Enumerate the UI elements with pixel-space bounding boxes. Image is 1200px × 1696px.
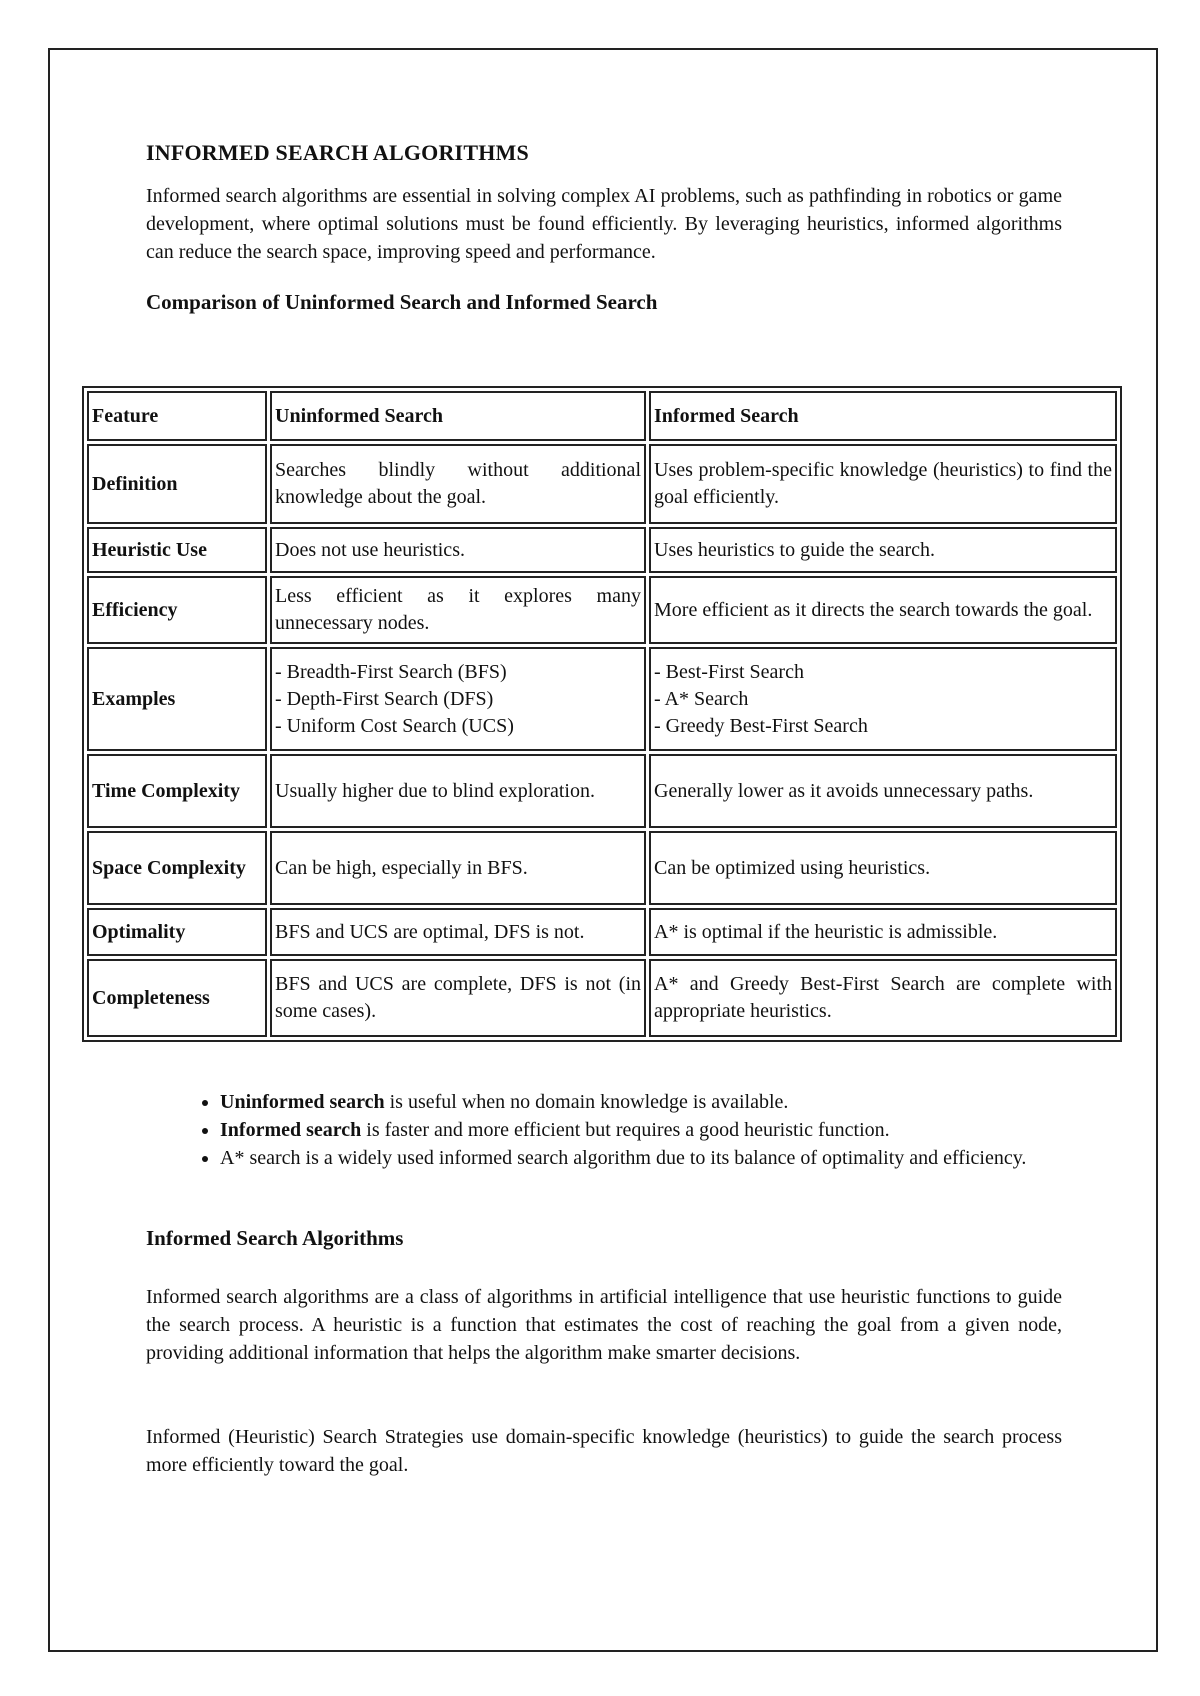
table-cell: Can be high, especially in BFS. bbox=[270, 831, 646, 905]
table-cell: Can be optimized using heuristics. bbox=[649, 831, 1117, 905]
example-line: - Breadth-First Search (BFS) bbox=[275, 660, 507, 683]
comparison-table bbox=[82, 386, 1122, 1042]
algorithms-heading: Informed Search Algorithms bbox=[146, 1226, 404, 1250]
table-cell: Examples bbox=[87, 647, 267, 751]
table-row bbox=[87, 831, 1117, 905]
example-line: - Depth-First Search (DFS) bbox=[275, 687, 494, 710]
strategies-paragraph: Informed (Heuristic) Search Strategies use domain-specific knowledge (heuristics) to guide the search process more efficiently toward the goal. bbox=[146, 1426, 1062, 1476]
comparison-heading: Comparison of Uninformed Search and Informed Search bbox=[146, 290, 658, 314]
table-cell bbox=[270, 647, 646, 751]
list-item: • Uninformed search is useful when no domain knowledge is available. bbox=[220, 1088, 1110, 1116]
table-cell: BFS and UCS are complete, DFS is not (in some cases). bbox=[270, 959, 646, 1037]
table-row bbox=[87, 647, 1117, 751]
table-row bbox=[87, 754, 1117, 828]
table-cell: Searches blindly without additional knowledge about the goal. bbox=[270, 444, 646, 524]
table-row bbox=[87, 576, 1117, 644]
table-cell: BFS and UCS are optimal, DFS is not. bbox=[270, 908, 646, 956]
table-header-cell: Informed Search bbox=[649, 391, 1117, 441]
list-item: • A* search is a widely used informed search algorithm due to its balance of optimality and efficiency. bbox=[220, 1144, 1110, 1172]
example-line: - Best-First Search bbox=[654, 660, 804, 683]
table-cell: Usually higher due to blind exploration. bbox=[270, 754, 646, 828]
example-line: - Greedy Best-First Search bbox=[654, 714, 868, 737]
example-line: - Uniform Cost Search (UCS) bbox=[275, 714, 514, 737]
summary-bullet-list bbox=[180, 1088, 1110, 1172]
table-cell: A* and Greedy Best-First Search are complete with appropriate heuristics. bbox=[649, 959, 1117, 1037]
table-cell: A* is optimal if the heuristic is admissible. bbox=[649, 908, 1117, 956]
table-cell: Space Complexity bbox=[87, 831, 267, 905]
table-cell: Heuristic Use bbox=[87, 527, 267, 573]
algorithms-paragraph: Informed search algorithms are a class of algorithms in artificial intelligence that use heuristic functions to guide the search process. A heuristic is a function that estimates the cost of reaching the goal from a given node, providing additional information that helps the algorithm make smarter decisions. bbox=[146, 1286, 1062, 1364]
list-item: • Informed search is faster and more efficient but requires a good heuristic function. bbox=[220, 1116, 1110, 1144]
table-cell: Completeness bbox=[87, 959, 267, 1037]
table-row bbox=[87, 959, 1117, 1037]
table-row bbox=[87, 527, 1117, 573]
table-header-cell: Uninformed Search bbox=[270, 391, 646, 441]
table-cell: Definition bbox=[87, 444, 267, 524]
table-cell: Less efficient as it explores many unnecessary nodes. bbox=[270, 576, 646, 644]
table-cell: Generally lower as it avoids unnecessary paths. bbox=[649, 754, 1117, 828]
table-cell: More efficient as it directs the search towards the goal. bbox=[649, 576, 1117, 644]
comparison-table-container bbox=[82, 386, 1122, 1042]
table-cell: Efficiency bbox=[87, 576, 267, 644]
table-cell: Time Complexity bbox=[87, 754, 267, 828]
table-cell: Optimality bbox=[87, 908, 267, 956]
table-cell bbox=[649, 647, 1117, 751]
table-header-cell: Feature bbox=[87, 391, 267, 441]
document-title: INFORMED SEARCH ALGORITHMS bbox=[146, 140, 529, 165]
intro-section bbox=[146, 140, 1062, 315]
intro-paragraph: Informed search algorithms are essential in solving complex AI problems, such as pathfinding in robotics or game development, where optimal solutions must be found efficiently. By leveraging heuristics, informed algorithms can reduce the search space, improving speed and performance. bbox=[146, 185, 1062, 263]
table-cell: Does not use heuristics. bbox=[270, 527, 646, 573]
table-cell: Uses problem-specific knowledge (heuristics) to find the goal efficiently. bbox=[649, 444, 1117, 524]
table-row bbox=[87, 908, 1117, 956]
table-row bbox=[87, 444, 1117, 524]
example-line: - A* Search bbox=[654, 687, 749, 710]
table-cell: Uses heuristics to guide the search. bbox=[649, 527, 1117, 573]
table-header-row bbox=[87, 391, 1117, 441]
